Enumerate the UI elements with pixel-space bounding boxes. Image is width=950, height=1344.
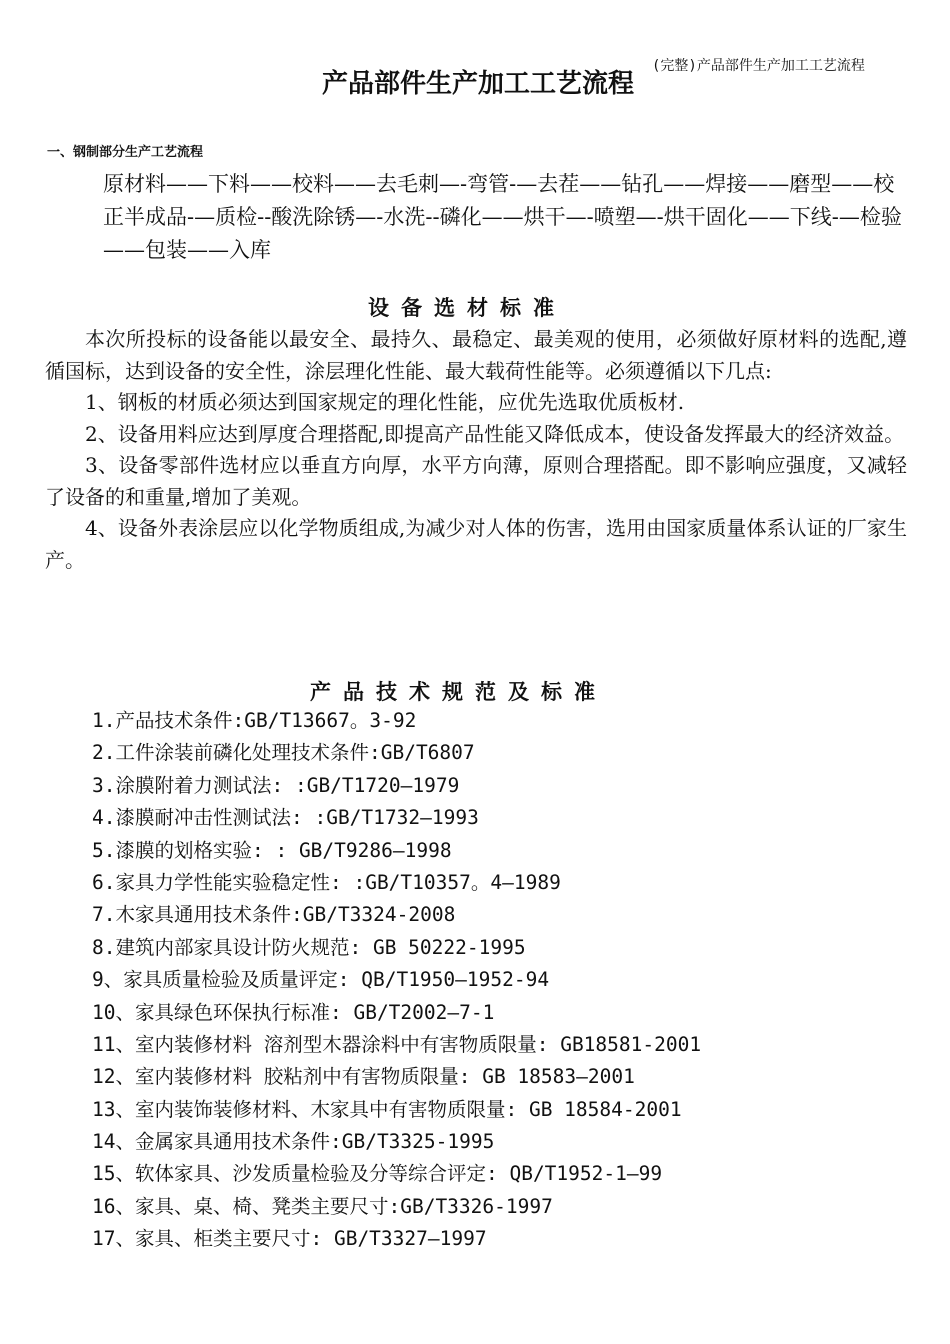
section-heading-steel-process: 一、钢制部分生产工艺流程 xyxy=(47,145,204,160)
list-item-number: 12、 xyxy=(92,1065,135,1089)
list-item-number: 14、 xyxy=(92,1130,135,1154)
rule-paragraph: 2、设备用料应达到厚度合理搭配,即提高产品性能又降低成本，使设备发挥最大的经济效益。 xyxy=(85,421,905,446)
list-item xyxy=(92,1223,701,1255)
list-item-number: 11、 xyxy=(92,1032,135,1056)
list-item xyxy=(92,737,701,769)
list-item-text: 家具绿色环保执行标准: GB/T2002—7-1 xyxy=(134,1000,495,1024)
list-item-text: 室内装修材料 胶粘剂中有害物质限量: GB 18583—2001 xyxy=(134,1065,635,1089)
list-item-number: 6. xyxy=(92,870,116,894)
list-item xyxy=(92,1061,701,1093)
standards-list xyxy=(92,705,701,1256)
list-item-text: 家具质量检验及质量评定: QB/T1950—1952-94 xyxy=(123,968,550,992)
list-item xyxy=(92,1094,701,1126)
list-item-text: 家具、柜类主要尺寸: GB/T3327—1997 xyxy=(134,1227,487,1251)
list-item-text: 产品技术条件:GB/T13667。3-92 xyxy=(115,709,417,732)
list-item-number: 2. xyxy=(92,741,116,765)
list-item-text: 家具力学性能实验稳定性: :GB/T10357。4—1989 xyxy=(115,870,561,894)
list-item-text: 木家具通用技术条件:GB/T3324-2008 xyxy=(115,903,456,927)
list-item-number: 8. xyxy=(92,935,116,959)
list-item xyxy=(92,867,701,899)
list-item-text: 漆膜耐冲击性测试法: :GB/T1732—1993 xyxy=(115,806,479,830)
list-item-text: 漆膜的划格实验: : GB/T9286—1998 xyxy=(115,838,452,862)
list-item-text: 工件涂装前磷化处理技术条件:GB/T6807 xyxy=(115,741,475,765)
list-item-number: 9、 xyxy=(92,968,124,992)
list-item-text: 金属家具通用技术条件:GB/T3325-1995 xyxy=(134,1130,495,1154)
section-heading-material-standard: 设备选材标准 xyxy=(368,295,566,320)
list-item xyxy=(92,770,701,802)
list-item-text: 软体家具、沙发质量检验及分等综合评定: QB/T1952-1—99 xyxy=(134,1162,663,1186)
list-item xyxy=(92,932,701,964)
list-item xyxy=(92,1126,701,1158)
list-item xyxy=(92,964,701,996)
list-item xyxy=(92,1191,701,1223)
rule-paragraph: 1、钢板的材质必须达到国家规定的理化性能，应优先选取优质板材. xyxy=(85,390,685,414)
list-item-number: 16、 xyxy=(92,1194,135,1218)
list-item xyxy=(92,899,701,931)
list-item-number: 17、 xyxy=(92,1227,135,1251)
list-item xyxy=(92,802,701,834)
list-item-text: 室内装饰装修材料、木家具中有害物质限量: GB 18584-2001 xyxy=(134,1097,682,1121)
list-item-text: 涂膜附着力测试法: :GB/T1720—1979 xyxy=(115,773,460,797)
list-item-number: 3. xyxy=(92,773,116,797)
rule-paragraph: 4、设备外表涂层应以化学物质组成,为减少对人体的伤害，选用由国家质量体系认证的厂家生产。 xyxy=(45,516,907,572)
list-item xyxy=(92,1029,701,1061)
list-item-number: 1. xyxy=(92,709,116,732)
list-item-text: 室内装修材料 溶剂型木器涂料中有害物质限量: GB18581-2001 xyxy=(134,1032,702,1056)
header-note: (完整)产品部件生产加工工艺流程 xyxy=(652,58,865,74)
section-heading-technical-standards: 产品技术规范及标准 xyxy=(310,679,607,704)
list-item xyxy=(92,835,701,867)
list-item-number: 13、 xyxy=(92,1097,135,1121)
list-item xyxy=(92,997,701,1029)
list-item-number: 4. xyxy=(92,806,116,830)
list-item-number: 10、 xyxy=(92,1000,135,1024)
process-flow-text: 原材料——下料——校料——去毛刺—-弯管-—去茬——钻孔——焊接——磨型——校正半成品-—质检--酸洗除锈—-水洗--磷化——烘干—-喷塑—-烘干固化——下线-—检验——包装——入库 xyxy=(103,172,902,262)
list-item-text: 家具、桌、椅、凳类主要尺寸:GB/T3326-1997 xyxy=(134,1194,553,1218)
list-item-number: 7. xyxy=(92,903,116,927)
document-title: 产品部件生产加工工艺流程 xyxy=(322,69,635,99)
list-item-number: 5. xyxy=(92,838,116,862)
list-item xyxy=(92,1158,701,1190)
list-item-number: 15、 xyxy=(92,1162,135,1186)
rule-paragraph: 3、设备零部件选材应以垂直方向厚，水平方向薄，原则合理搭配。即不影响应强度，又减轻了设备的和重量,增加了美观。 xyxy=(45,453,907,509)
material-standard-body xyxy=(45,324,907,576)
list-item-text: 建筑内部家具设计防火规范: GB 50222-1995 xyxy=(115,935,526,959)
intro-paragraph: 本次所投标的设备能以最安全、最持久、最稳定、最美观的使用，必须做好原材料的选配,遵循国标，达到设备的安全性，涂层理化性能、最大载荷性能等。必须遵循以下几点: xyxy=(45,327,907,383)
list-item xyxy=(92,705,701,737)
